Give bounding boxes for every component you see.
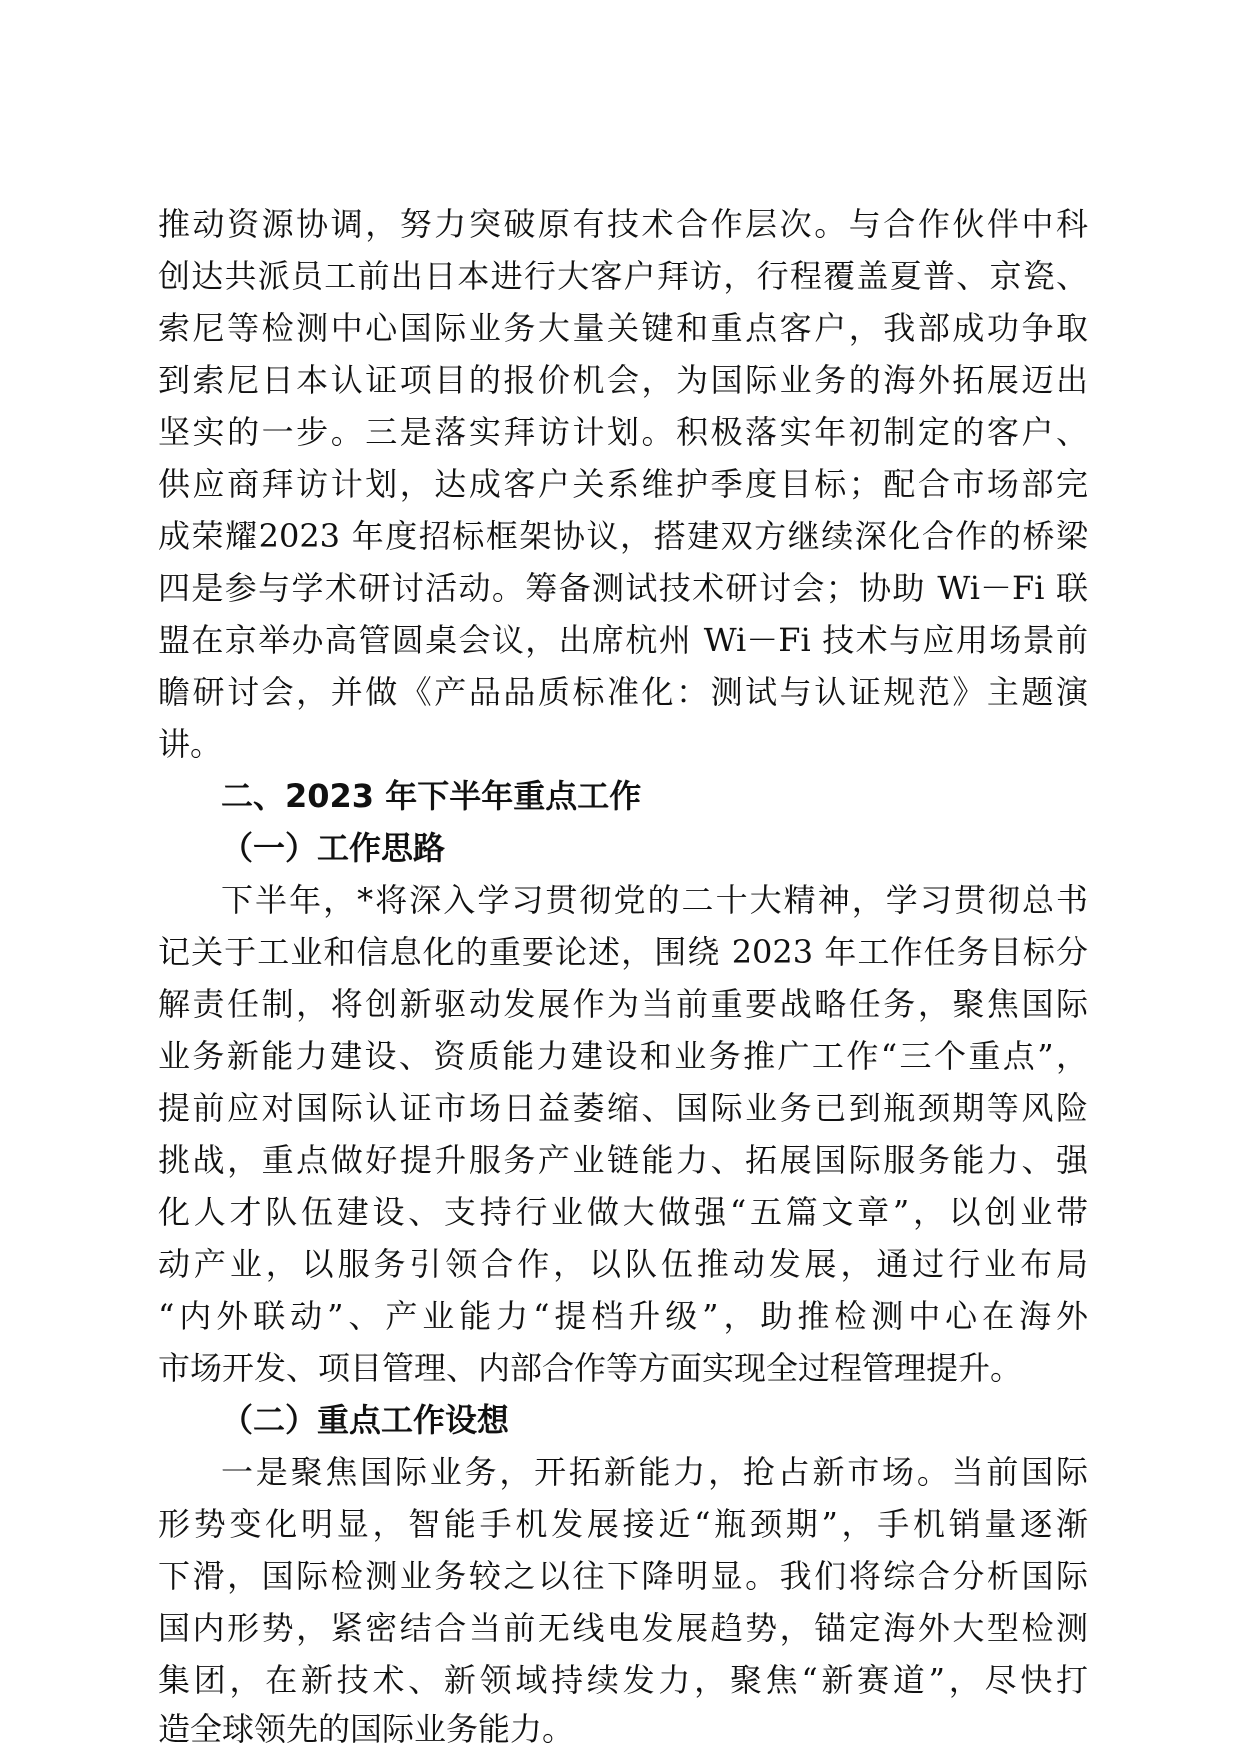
paragraph-line: 造全球领先的国际业务能力。 xyxy=(158,1710,575,1748)
paragraph-line: 记关于工业和信息化的重要论述，围绕 2023 年工作任务目标分 xyxy=(158,933,1088,971)
paragraph-line: 解责任制，将创新驱动发展作为当前重要战略任务，聚焦国际 xyxy=(158,985,1088,1023)
paragraph-line: “内外联动”、产业能力“提档升级”，助推检测中心在海外 xyxy=(158,1297,1088,1335)
paragraph-line: 坚实的一步。三是落实拜访计划。积极落实年初制定的客户、 xyxy=(158,413,1088,451)
paragraph-line: 供应商拜访计划，达成客户关系维护季度目标；配合市场部完 xyxy=(158,465,1088,503)
paragraph-line: 瞻研讨会，并做《产品品质标准化：测试与认证规范》主题演 xyxy=(158,673,1088,711)
paragraph-line: 下滑，国际检测业务较之以往下降明显。我们将综合分析国际 xyxy=(158,1557,1088,1595)
paragraph-line: 到索尼日本认证项目的报价机会，为国际业务的海外拓展迈出 xyxy=(158,361,1088,399)
paragraph-line: 化人才队伍建设、支持行业做大做强“五篇文章”，以创业带 xyxy=(158,1193,1088,1231)
subsection-heading: （一）工作思路 xyxy=(221,829,446,867)
paragraph-line: 业务新能力建设、资质能力建设和业务推广工作“三个重点”， xyxy=(158,1037,1088,1075)
paragraph-line: 提前应对国际认证市场日益萎缩、国际业务已到瓶颈期等风险 xyxy=(158,1089,1088,1127)
paragraph-line: 一是聚焦国际业务，开拓新能力，抢占新市场。当前国际 xyxy=(221,1453,1088,1491)
subsection-heading: （二）重点工作设想 xyxy=(221,1401,510,1439)
paragraph-line: 索尼等检测中心国际业务大量关键和重点客户，我部成功争取 xyxy=(158,309,1088,347)
paragraph-line: 动产业，以服务引领合作，以队伍推动发展，通过行业布局 xyxy=(158,1245,1088,1283)
paragraph-line: 市场开发、项目管理、内部合作等方面实现全过程管理提升。 xyxy=(158,1349,1023,1387)
paragraph-line: 集团，在新技术、新领域持续发力，聚焦“新赛道”，尽快打 xyxy=(158,1661,1088,1699)
paragraph-line: 推动资源协调，努力突破原有技术合作层次。与合作伙伴中科 xyxy=(158,205,1088,243)
paragraph-line: 国内形势，紧密结合当前无线电发展趋势，锚定海外大型检测 xyxy=(158,1609,1088,1647)
paragraph-line: 创达共派员工前出日本进行大客户拜访，行程覆盖夏普、京瓷、 xyxy=(158,257,1088,295)
paragraph-line: 讲。 xyxy=(158,725,223,763)
paragraph-line: 挑战，重点做好提升服务产业链能力、拓展国际服务能力、强 xyxy=(158,1141,1088,1179)
section-heading: 二、2023 年下半年重点工作 xyxy=(221,777,642,815)
paragraph-line: 下半年，*将深入学习贯彻党的二十大精神，学习贯彻总书 xyxy=(221,881,1088,919)
paragraph-line: 四是参与学术研讨活动。筹备测试技术研讨会；协助 Wi－Fi 联 xyxy=(158,569,1088,607)
paragraph-line: 盟在京举办高管圆桌会议，出席杭州 Wi－Fi 技术与应用场景前 xyxy=(158,621,1088,659)
paragraph-line: 成荣耀2023 年度招标框架协议，搭建双方继续深化合作的桥梁 xyxy=(158,517,1088,555)
paragraph-line: 形势变化明显，智能手机发展接近“瓶颈期”，手机销量逐渐 xyxy=(158,1505,1088,1543)
